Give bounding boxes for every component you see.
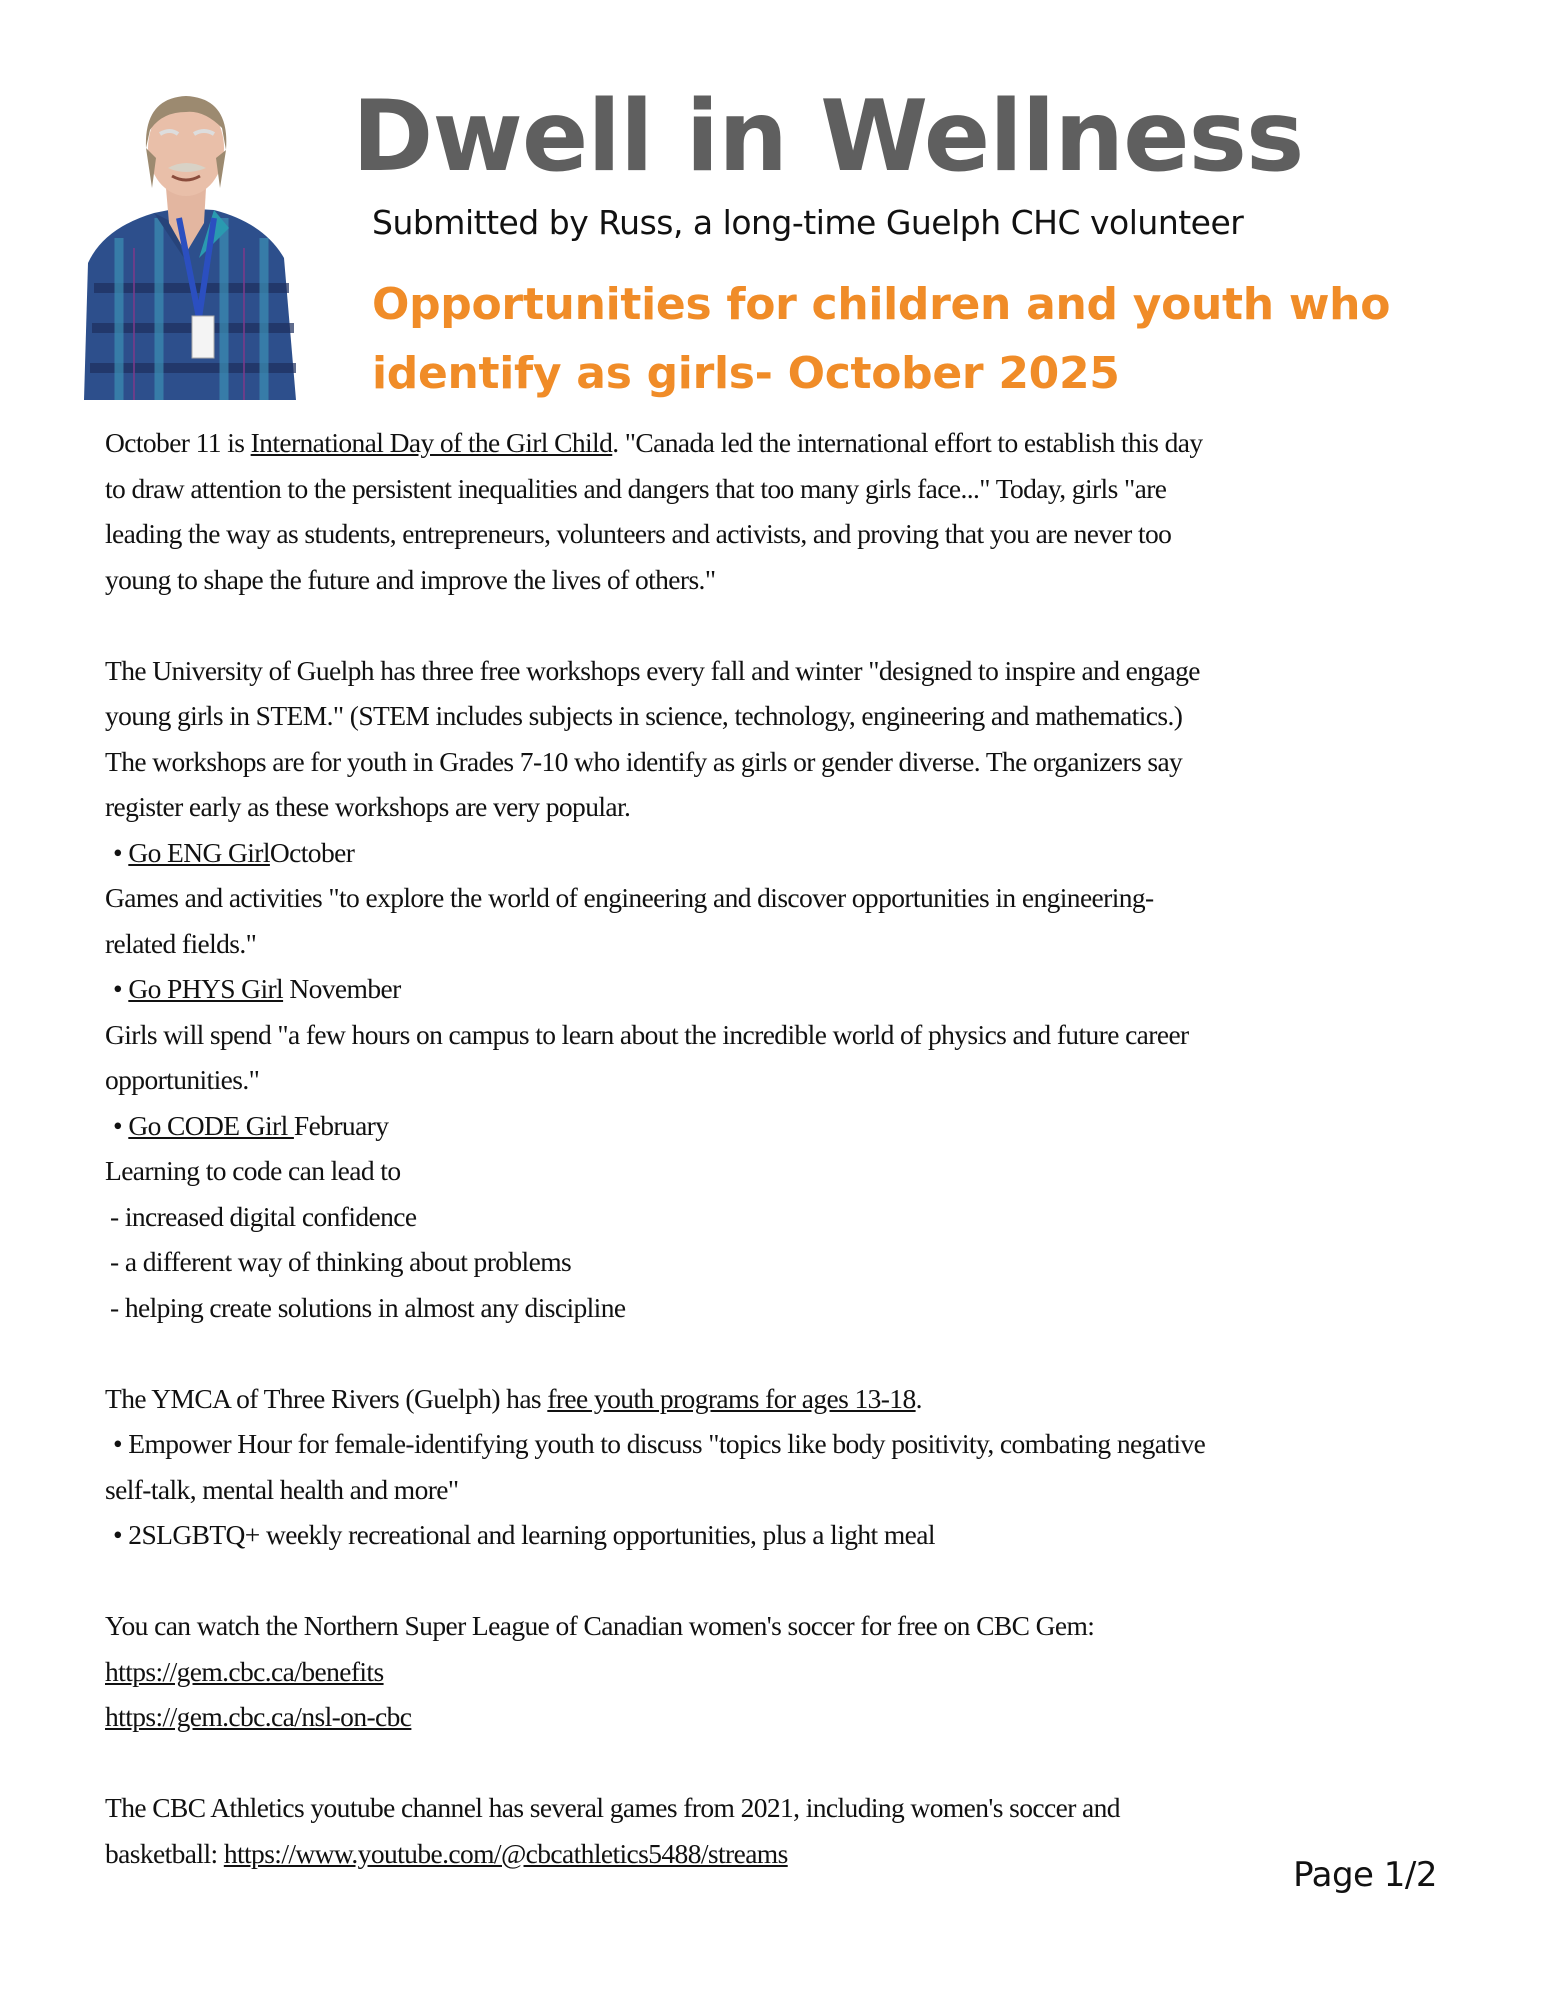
spacer: [105, 1330, 1435, 1376]
bullet-icon: •: [113, 1109, 123, 1141]
workshop-desc-eng-2: related fields.": [105, 927, 257, 959]
guelph-line-3: The workshops are for youth in Grades 7-10 who identify as girls or gender diverse. The organizers say: [105, 745, 1183, 777]
link-gem-nsl[interactable]: https://gem.cbc.ca/nsl-on-cbc: [105, 1701, 412, 1732]
link-go-code-girl[interactable]: Go CODE Girl: [128, 1109, 294, 1141]
intro-line-1-rest: . "Canada led the international effort to establish this day: [612, 427, 1203, 458]
link-go-phys-girl[interactable]: Go PHYS Girl: [128, 973, 284, 1004]
link-gem-benefits[interactable]: https://gem.cbc.ca/benefits: [105, 1655, 384, 1687]
workshop-desc-eng-1: Games and activities "to explore the world of engineering and discover opportunities in engineering-: [105, 882, 1154, 913]
intro-line-1: [105, 420, 1435, 466]
link-day-of-girl-child[interactable]: International Day of the Girl Child: [250, 427, 613, 458]
nsl-link-row-2: [105, 1694, 1435, 1740]
guelph-line-4: register early as these workshops are very popular.: [105, 791, 631, 822]
workshop-month: October: [269, 836, 355, 868]
bullet-icon: •: [113, 973, 123, 1004]
spacer: [105, 1558, 1435, 1604]
workshop-month: February: [293, 1109, 389, 1141]
code-benefit-1: - increased digital confidence: [110, 1200, 417, 1232]
ymca-item-1-line-1: • Empower Hour for female-identifying youth to discuss "topics like body positivity, combating negative: [113, 1428, 1206, 1459]
cbc-prefix: basketball:: [105, 1837, 224, 1869]
article-heading: [372, 270, 1512, 408]
intro-line-3: leading the way as students, entrepreneurs, volunteers and activists, and proving that you are never too: [105, 518, 1172, 549]
guelph-line-2: young girls in STEM." (STEM includes subjects in science, technology, engineering and mathematics.): [105, 700, 1183, 731]
author-byline: Submitted by Russ, a long-time Guelph CHC volunteer: [372, 203, 1244, 242]
author-photo: [74, 88, 300, 400]
intro-line-2: to draw attention to the persistent inequalities and dangers that too many girls face..." Today, girls "are: [105, 472, 1167, 504]
ymca-item-2: • 2SLGBTQ+ weekly recreational and learning opportunities, plus a light meal: [113, 1519, 935, 1550]
workshop-month: November: [289, 973, 401, 1004]
guelph-line-1: The University of Guelph has three free workshops every fall and winter "designed to inspire and engage: [105, 654, 1200, 686]
ymca-intro: [105, 1376, 1435, 1422]
workshop-desc-phys-2: opportunities.": [105, 1064, 260, 1095]
nsl-link-row-1: [105, 1649, 1435, 1695]
workshop-desc-phys-1: Girls will spend "a few hours on campus to learn about the incredible world of physics and future career: [105, 1018, 1189, 1050]
intro-line-4: young to shape the future and improve the lives of others.": [105, 563, 716, 595]
page-title: Dwell in Wellness: [352, 80, 1304, 194]
article-heading-line-1: Opportunities for children and youth who: [372, 279, 1391, 330]
cbc-line-2: [105, 1831, 1435, 1877]
bullet-icon: •: [113, 836, 123, 868]
ymca-suffix: .: [915, 1382, 922, 1414]
link-ymca-youth-programs[interactable]: free youth programs for ages 13-18: [547, 1382, 916, 1414]
workshop-item-code: [105, 1103, 1435, 1149]
link-cbc-youtube[interactable]: https://www.youtube.com/@cbcathletics5488/streams: [223, 1837, 788, 1869]
code-benefit-3: - helping create solutions in almost any discipline: [110, 1291, 626, 1323]
ymca-item-1-line-2: self-talk, mental health and more": [105, 1473, 459, 1505]
code-benefit-2: - a different way of thinking about problems: [110, 1246, 572, 1277]
ymca-prefix: The YMCA of Three Rivers (Guelph) has: [105, 1382, 548, 1414]
link-go-eng-girl[interactable]: Go ENG Girl: [128, 836, 270, 868]
workshop-item-phys: [105, 966, 1435, 1012]
page-number: Page 1/2: [1293, 1855, 1437, 1895]
intro-prefix: October 11 is: [105, 427, 251, 458]
spacer: [105, 1740, 1435, 1786]
article-heading-line-2: identify as girls- October 2025: [372, 348, 1120, 399]
article-body: [105, 420, 1435, 1876]
author-portrait-image: [74, 88, 300, 400]
workshop-desc-code-1: Learning to code can lead to: [105, 1155, 401, 1186]
spacer: [105, 602, 1435, 648]
workshop-item-eng: [105, 830, 1435, 876]
cbc-line-1: The CBC Athletics youtube channel has several games from 2021, including women's soccer and: [105, 1792, 1120, 1823]
nsl-text: You can watch the Northern Super League of Canadian women's soccer for free on CBC Gem:: [105, 1610, 1095, 1641]
